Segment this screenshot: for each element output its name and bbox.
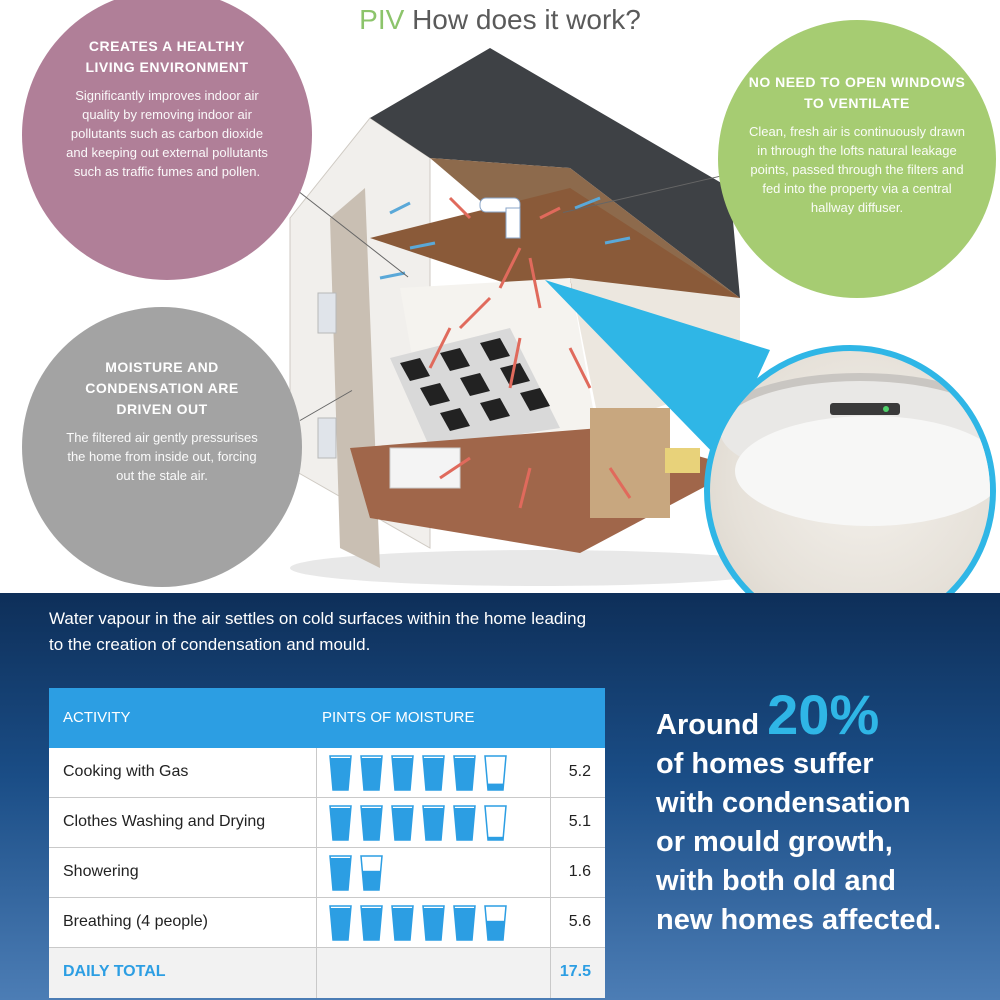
stat-prefix: Around [656, 709, 760, 741]
stat-percentage: 20% [767, 683, 880, 746]
pint-glass-icon [329, 905, 352, 941]
pint-glass-icon [329, 805, 352, 841]
pint-glass-icon [360, 755, 383, 791]
pint-glass-icon [484, 755, 507, 791]
header-activity: ACTIVITY [63, 709, 131, 726]
title-text: How does it work? [412, 4, 641, 35]
open-windows-body: Clean, fresh air is continuously drawn in through the lofts natural leakage points, passed through the filters and fed into the property via a central hallway diffuser. [748, 124, 966, 215]
table-row [49, 848, 605, 898]
pint-glass-icon [360, 905, 383, 941]
pint-glass-icon [360, 805, 383, 841]
pint-glass-icon [422, 805, 445, 841]
table-total-row [49, 948, 605, 998]
moisture-circle [22, 307, 302, 587]
pint-glass-icon [422, 755, 445, 791]
moisture-table [49, 688, 605, 998]
table-header [49, 688, 605, 748]
pint-glass-icon [484, 805, 507, 841]
pint-glass-icon [453, 805, 476, 841]
title-prefix: PIV [359, 4, 405, 35]
table-row [49, 798, 605, 848]
healthy-living-circle [22, 0, 312, 280]
header-pints: PINTS OF MOISTURE [322, 709, 475, 726]
pint-glass-icon [484, 905, 507, 941]
row-activity: Breathing (4 people) [63, 913, 208, 930]
row-value: 1.6 [568, 863, 591, 880]
pint-glass-icon [391, 905, 414, 941]
stat-line: new homes affected. [656, 904, 942, 936]
stat-line: with both old and [656, 865, 897, 897]
pint-glass-icon [453, 905, 476, 941]
pint-glass-icon [391, 805, 414, 841]
pint-glass-icon [360, 855, 383, 891]
intro-text: Water vapour in the air settles on cold surfaces within the home leading to the creation of condensation and mould. [49, 609, 587, 654]
pint-glass-icon [391, 755, 414, 791]
healthy-living-heading: CREATES A HEALTHY LIVING ENVIRONMENT [85, 38, 249, 75]
pint-glass-icon [329, 755, 352, 791]
column-divider [316, 848, 317, 898]
condensation-stat [656, 683, 986, 940]
pint-glasses [329, 805, 507, 843]
open-windows-circle [718, 20, 996, 298]
pint-glass-icon [329, 855, 352, 891]
row-activity: Clothes Washing and Drying [63, 813, 266, 830]
stat-line: or mould growth, [656, 826, 893, 858]
total-label: DAILY TOTAL [63, 963, 166, 980]
moisture-body: The filtered air gently pressurises the home from inside out, forcing out the stale air. [66, 430, 258, 483]
pint-glasses [329, 855, 383, 893]
row-value: 5.6 [568, 913, 591, 930]
moisture-heading: MOISTURE AND CONDENSATION ARE DRIVEN OUT [85, 359, 239, 417]
pint-glass-icon [453, 755, 476, 791]
row-activity: Cooking with Gas [63, 763, 189, 780]
pint-glasses [329, 755, 507, 793]
stat-line: of homes suffer [656, 748, 874, 780]
pint-glasses [329, 905, 507, 943]
pint-glass-icon [422, 905, 445, 941]
column-divider [316, 898, 317, 948]
column-divider [316, 948, 317, 998]
table-row [49, 898, 605, 948]
table-row [49, 748, 605, 798]
column-divider [316, 748, 317, 798]
total-value: 17.5 [559, 963, 591, 980]
healthy-living-body: Significantly improves indoor air quality by removing indoor air pollutants such as carbon dioxide and keeping out external pollutants such as traffic fumes and pollen. [66, 88, 268, 179]
row-value: 5.2 [568, 763, 591, 780]
column-divider [316, 798, 317, 848]
row-activity: Showering [63, 863, 139, 880]
row-value: 5.1 [568, 813, 591, 830]
stat-line: with condensation [656, 787, 911, 819]
open-windows-heading: NO NEED TO OPEN WINDOWS TO VENTILATE [748, 74, 966, 111]
